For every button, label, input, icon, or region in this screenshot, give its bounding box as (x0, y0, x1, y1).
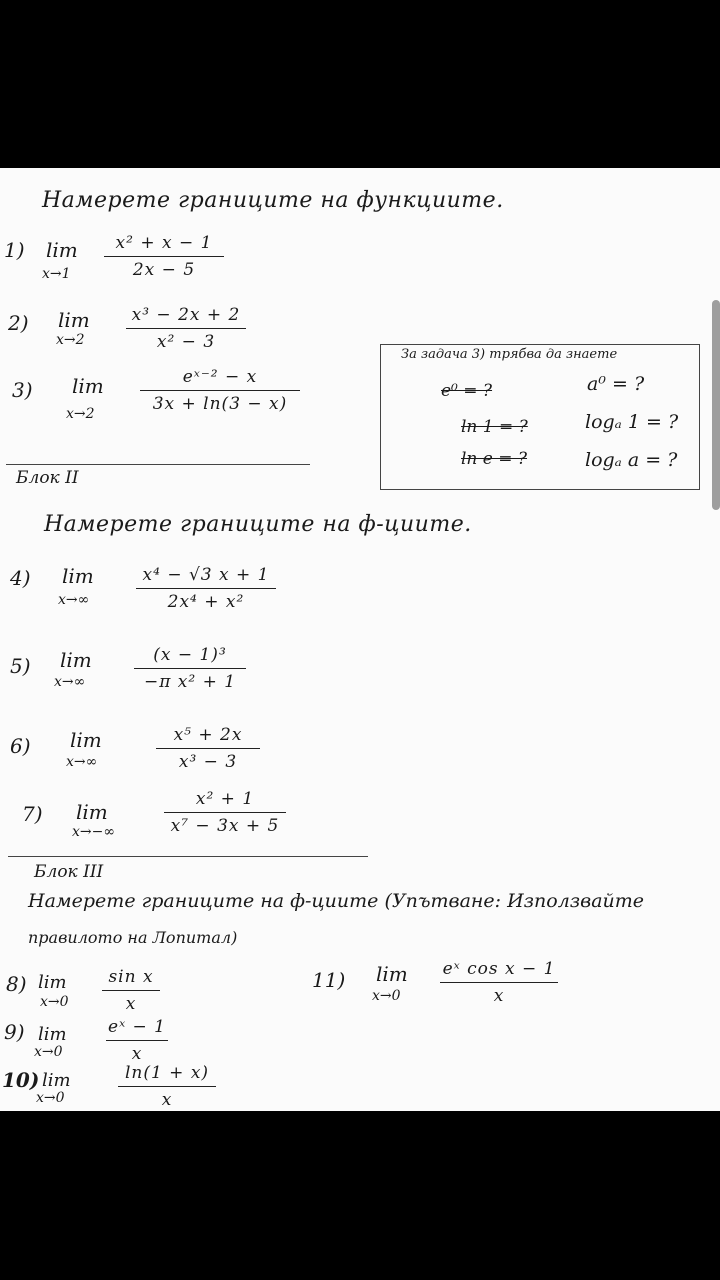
lim-approach: x→2 (66, 406, 95, 422)
problem-number: 10) (2, 1068, 40, 1092)
lim-approach: x→∞ (66, 754, 98, 770)
lim-approach: x→2 (56, 332, 85, 348)
fraction (136, 564, 276, 613)
denominator: 2x − 5 (132, 260, 196, 280)
note-item: ln 1 = ? (461, 417, 528, 437)
numerator: eˣ − 1 (108, 1017, 166, 1037)
problem-number: 1) (4, 238, 25, 262)
heading-block3-continued: правилото на Лопитал) (28, 928, 238, 947)
fraction (102, 966, 160, 1015)
fraction (134, 644, 246, 693)
fraction-bar (126, 328, 246, 329)
lim-label: lim (376, 962, 408, 986)
problem-number: 8) (6, 972, 27, 996)
problem-number: 2) (8, 311, 29, 335)
numerator: x² + 1 (195, 789, 255, 809)
fraction-bar (102, 990, 160, 991)
divider (8, 856, 368, 857)
problem-number: 11) (312, 968, 346, 992)
denominator: x (125, 994, 137, 1014)
denominator: x⁷ − 3x + 5 (170, 816, 280, 836)
problem-number: 4) (10, 566, 31, 590)
note-item: logₐ 1 = ? (585, 411, 679, 433)
fraction (164, 788, 286, 837)
heading-block2: Намерете границите на ф-циите. (44, 512, 472, 537)
numerator: x³ − 2x + 2 (131, 305, 241, 325)
fraction (106, 1016, 168, 1065)
note-item: e⁰ = ? (441, 381, 493, 401)
lim-approach: x→0 (36, 1090, 65, 1106)
lim-approach: x→1 (42, 266, 71, 282)
note-item: logₐ a = ? (585, 449, 678, 471)
denominator: 3x + ln(3 − x) (152, 394, 288, 414)
lim-label: lim (62, 564, 94, 588)
worksheet-photo (0, 168, 720, 1111)
fraction-bar (156, 748, 260, 749)
numerator: (x − 1)³ (153, 645, 227, 665)
note-box (380, 344, 700, 490)
lim-label: lim (46, 238, 78, 262)
numerator: eˣ⁻² − x (182, 367, 258, 387)
fraction-bar (106, 1040, 168, 1041)
lim-label: lim (72, 374, 104, 398)
divider (6, 464, 310, 465)
fraction-bar (134, 668, 246, 669)
fraction (104, 232, 224, 281)
fraction (156, 724, 260, 773)
fraction-bar (118, 1086, 216, 1087)
lim-label: lim (38, 972, 67, 993)
denominator: −π x² + 1 (143, 672, 237, 692)
numerator: sin x (108, 967, 154, 987)
heading-block1: Намерете границите на функциите. (42, 188, 504, 213)
lim-label: lim (70, 728, 102, 752)
denominator: x³ − 3 (178, 752, 238, 772)
fraction-bar (140, 390, 300, 391)
scrollbar[interactable] (712, 300, 720, 510)
fraction-bar (136, 588, 276, 589)
heading-block3: Намерете границите на ф-циите (Упътване: Използвайте (28, 890, 645, 912)
fraction (126, 304, 246, 353)
lim-label: lim (76, 800, 108, 824)
fraction-bar (104, 256, 224, 257)
block-label: Блок II (16, 468, 79, 488)
problem-number: 5) (10, 654, 31, 678)
problem-number: 3) (12, 378, 33, 402)
denominator: x (161, 1090, 173, 1110)
problem-number: 7) (22, 802, 43, 826)
lim-approach: x→−∞ (72, 824, 116, 840)
lim-approach: x→0 (372, 988, 401, 1004)
lim-approach: x→∞ (58, 592, 90, 608)
numerator: x⁵ + 2x (173, 725, 243, 745)
lim-approach: x→0 (40, 994, 69, 1010)
fraction (118, 1062, 216, 1111)
numerator: x⁴ − √3 x + 1 (142, 565, 270, 585)
lim-label: lim (42, 1070, 71, 1091)
note-item: ln e = ? (461, 449, 528, 469)
numerator: x² + x − 1 (115, 233, 213, 253)
fraction (440, 958, 558, 1007)
numerator: ln(1 + x) (124, 1063, 210, 1083)
lim-label: lim (38, 1024, 67, 1045)
denominator: x (493, 986, 505, 1006)
problem-number: 6) (10, 734, 31, 758)
denominator: x (131, 1044, 143, 1064)
fraction (140, 366, 300, 415)
denominator: x² − 3 (156, 332, 216, 352)
problem-number: 9) (4, 1020, 25, 1044)
numerator: eˣ cos x − 1 (442, 959, 556, 979)
fraction-bar (164, 812, 286, 813)
lim-label: lim (60, 648, 92, 672)
lim-approach: x→∞ (54, 674, 86, 690)
denominator: 2x⁴ + x² (167, 592, 245, 612)
note-header: За задача 3) трябва да знаете (401, 347, 618, 362)
lim-label: lim (58, 308, 90, 332)
note-item: a⁰ = ? (587, 373, 645, 395)
fraction-bar (440, 982, 558, 983)
block-label: Блок III (34, 862, 104, 882)
lim-approach: x→0 (34, 1044, 63, 1060)
